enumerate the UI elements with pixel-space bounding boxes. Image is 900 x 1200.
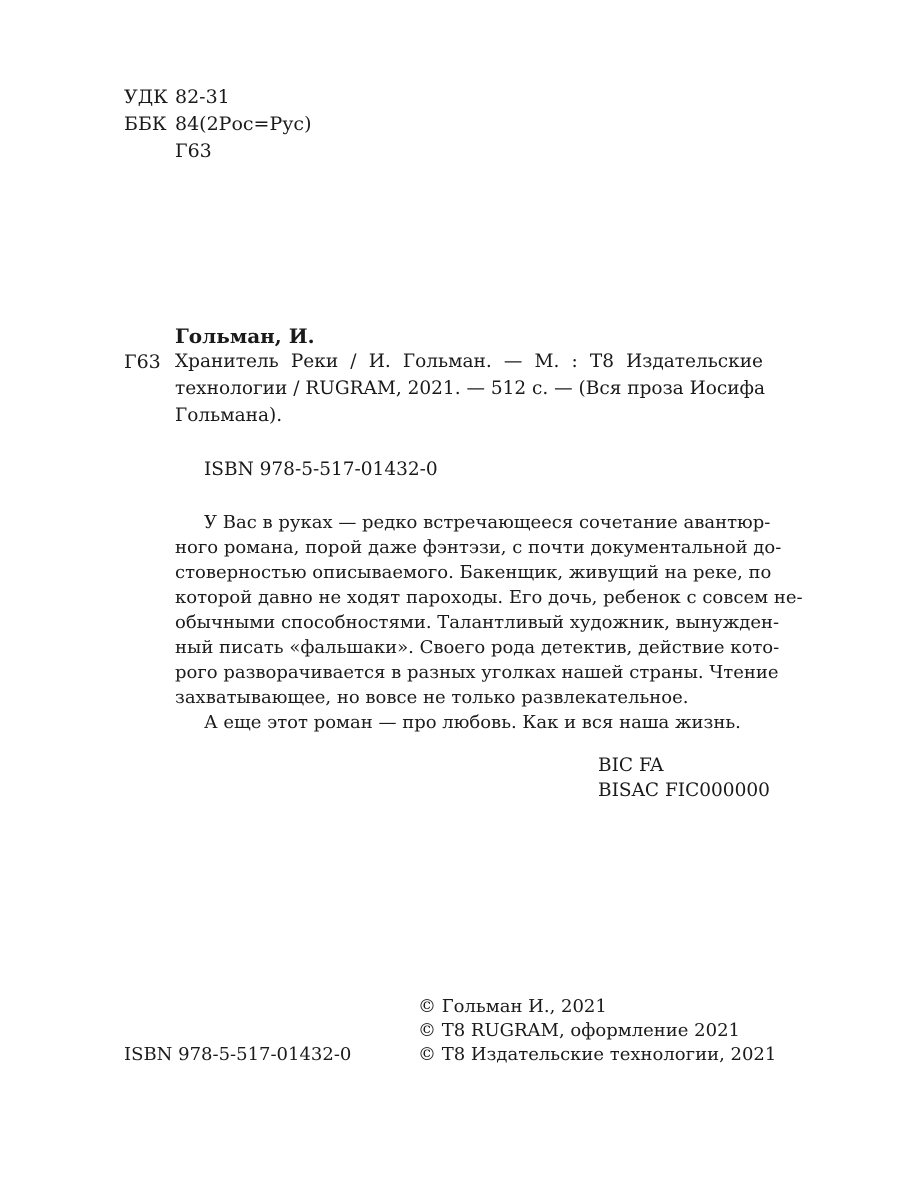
annotation-line: захватывающее, но вовсе не только развлекательное.	[175, 687, 689, 708]
record-isbn: ISBN 978-5-517-01432-0	[204, 459, 438, 480]
bbk-value: 84(2Рос=Рус)	[175, 113, 312, 135]
description-line: Хранитель Реки / И. Гольман. — М. : Т8 Издательские	[175, 351, 763, 372]
bic-code: BIC FA	[598, 755, 664, 776]
udk-value: 82-31	[175, 86, 230, 108]
annotation-line: которой давно не ходят пароходы. Его дочь, ребенок с совсем не-	[175, 587, 803, 608]
description-line: Гольмана).	[175, 405, 283, 426]
bbk-label: ББК	[124, 113, 167, 135]
author-heading: Гольман, И.	[175, 324, 315, 348]
copyright-line: © Т8 RUGRAM, оформление 2021	[418, 1020, 740, 1041]
annotation-line: обычными способностями. Талантливый художник, вынужден-	[175, 612, 780, 633]
annotation-line: рого разворачивается в разных уголках нашей страны. Чтение	[175, 662, 779, 683]
author-mark-top: Г63	[175, 140, 212, 162]
copyright-line: © Т8 Издательские технологии, 2021	[418, 1044, 777, 1065]
annotation-line: У Вас в руках — редко встречающееся сочетание авантюр-	[204, 512, 771, 533]
copyright-line: © Гольман И., 2021	[418, 996, 607, 1017]
description-line: технологии / RUGRAM, 2021. — 512 с. — (Вся проза Иосифа	[175, 378, 766, 399]
bisac-code: BISAC FIC000000	[598, 780, 770, 801]
footer-isbn: ISBN 978-5-517-01432-0	[124, 1044, 352, 1065]
annotation-line: ный писать «фальшаки». Своего рода детектив, действие кото-	[175, 637, 780, 658]
annotation-line: ного романа, порой даже фэнтэзи, с почти документальной до-	[175, 537, 782, 558]
udk-label: УДК	[124, 86, 168, 108]
annotation-line: А еще этот роман — про любовь. Как и вся наша жизнь.	[204, 712, 741, 733]
annotation-line: стоверностью описываемого. Бакенщик, живущий на реке, по	[175, 562, 772, 583]
author-mark: Г63	[124, 351, 161, 373]
